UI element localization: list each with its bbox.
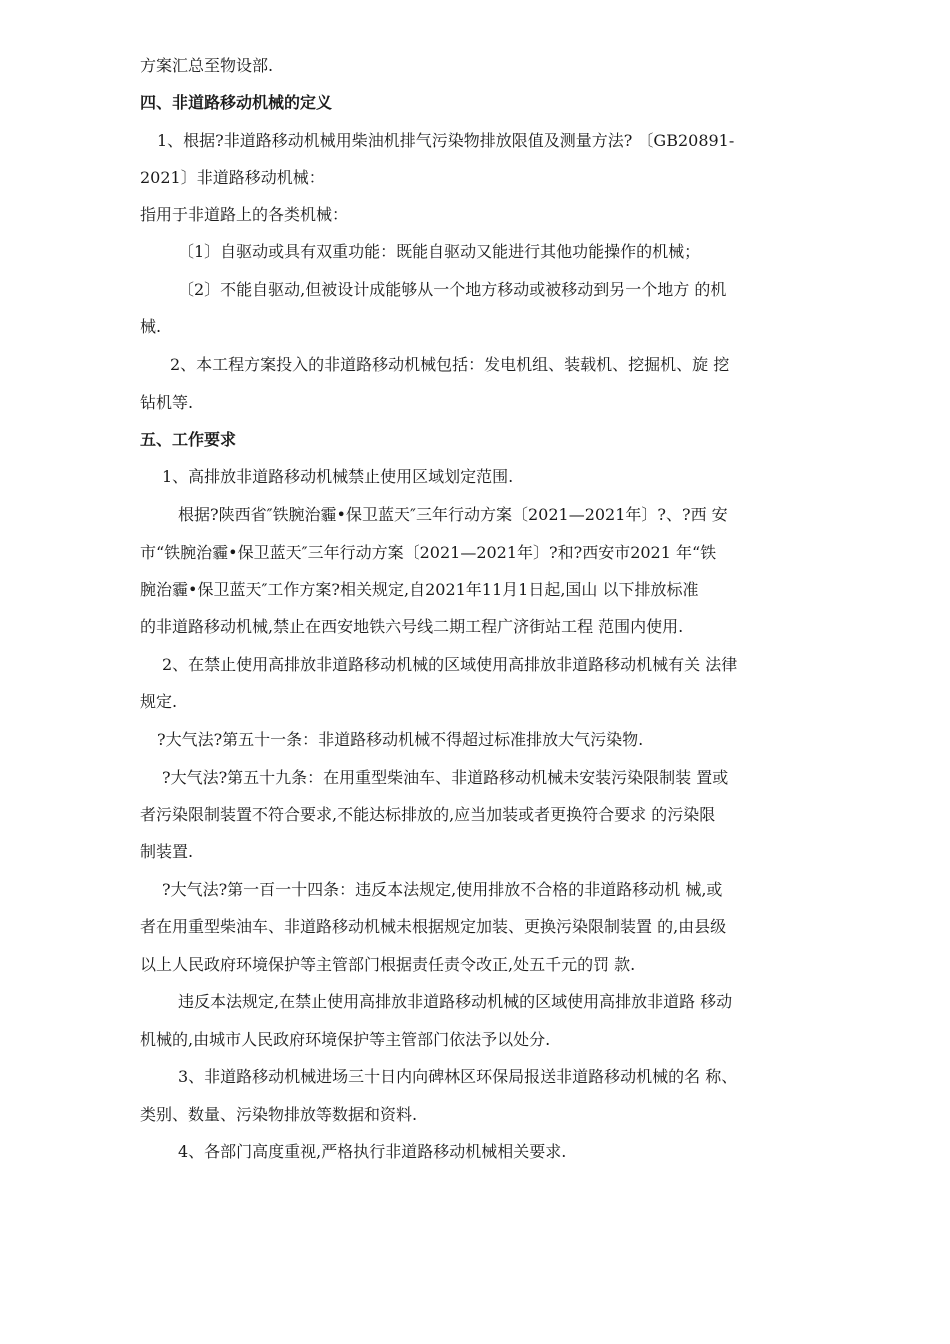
text-line: 者污染限制装置不符合要求,不能达标排放的,应当加装或者更换符合要求 的污染限 bbox=[140, 805, 716, 824]
section-heading: 四、非道路移动机械的定义 bbox=[140, 93, 333, 112]
text-line: ?大气法?第一百一十四条：违反本法规定,使用排放不合格的非道路移动机 械,或 bbox=[162, 880, 723, 899]
text-line: 指用于非道路上的各类机械： bbox=[140, 205, 349, 224]
text-line: 械. bbox=[140, 317, 162, 336]
text-line: 市“铁腕治霾•保卫蓝天″三年行动方案〔2021—2021年〕?和?西安市2021 年“铁 bbox=[140, 543, 717, 562]
text-line: 机械的,由城市人民政府环境保护等主管部门依法予以处分. bbox=[140, 1030, 551, 1049]
text-line: 1、高排放非道路移动机械禁止使用区域划定范围. bbox=[162, 467, 514, 486]
text-line: 1、根据?非道路移动机械用柴油机排气污染物排放限值及测量方法? 〔GB20891- bbox=[157, 131, 735, 150]
text-line: 〔2〕不能自驱动,但被设计成能够从一个地方移动或被移动到另一个地方 的机 bbox=[178, 280, 727, 299]
text-line: ?大气法?第五十九条：在用重型柴油车、非道路移动机械未安装污染限制装 置或 bbox=[162, 768, 729, 787]
text-line: 以上人民政府环境保护等主管部门根据责任责令改正,处五千元的罚 款. bbox=[140, 955, 636, 974]
section-heading: 五、工作要求 bbox=[140, 430, 237, 449]
text-line: 者在用重型柴油车、非道路移动机械未根据规定加装、更换污染限制装置 的,由县级 bbox=[140, 917, 727, 936]
text-line: 根据?陕西省″铁腕治霾•保卫蓝天″三年行动方案〔2021—2021年〕?、?西 安 bbox=[178, 505, 728, 524]
text-line: 〔1〕自驱动或具有双重功能：既能自驱动又能进行其他功能操作的机械； bbox=[178, 242, 701, 261]
text-line: 3、非道路移动机械进场三十日内向碑林区环保局报送非道路移动机械的名 称、 bbox=[178, 1067, 738, 1086]
text-line: 4、各部门高度重视,严格执行非道路移动机械相关要求. bbox=[178, 1142, 567, 1161]
text-line: 腕治霾•保卫蓝天″工作方案?相关规定,自2021年11月1日起,国山 以下排放标准 bbox=[140, 580, 699, 599]
text-line: 2、本工程方案投入的非道路移动机械包括：发电机组、装载机、挖掘机、旋 挖 bbox=[170, 355, 730, 374]
text-line: 制装置. bbox=[140, 842, 194, 861]
text-line: 2021〕非道路移动机械： bbox=[140, 168, 325, 187]
text-line: 2、在禁止使用高排放非道路移动机械的区域使用高排放非道路移动机械有关 法律 bbox=[162, 655, 738, 674]
text-line: 的非道路移动机械,禁止在西安地铁六号线二期工程广济街站工程 范围内使用. bbox=[140, 617, 684, 636]
text-line: ?大气法?第五十一条：非道路移动机械不得超过标准排放大气污染物. bbox=[157, 730, 644, 749]
text-line: 违反本法规定,在禁止使用高排放非道路移动机械的区域使用高排放非道路 移动 bbox=[178, 992, 733, 1011]
text-line: 钻机等. bbox=[140, 393, 194, 412]
text-line: 方案汇总至物设部. bbox=[140, 56, 274, 75]
text-line: 规定. bbox=[140, 692, 178, 711]
text-line: 类别、数量、污染物排放等数据和资料. bbox=[140, 1105, 418, 1124]
